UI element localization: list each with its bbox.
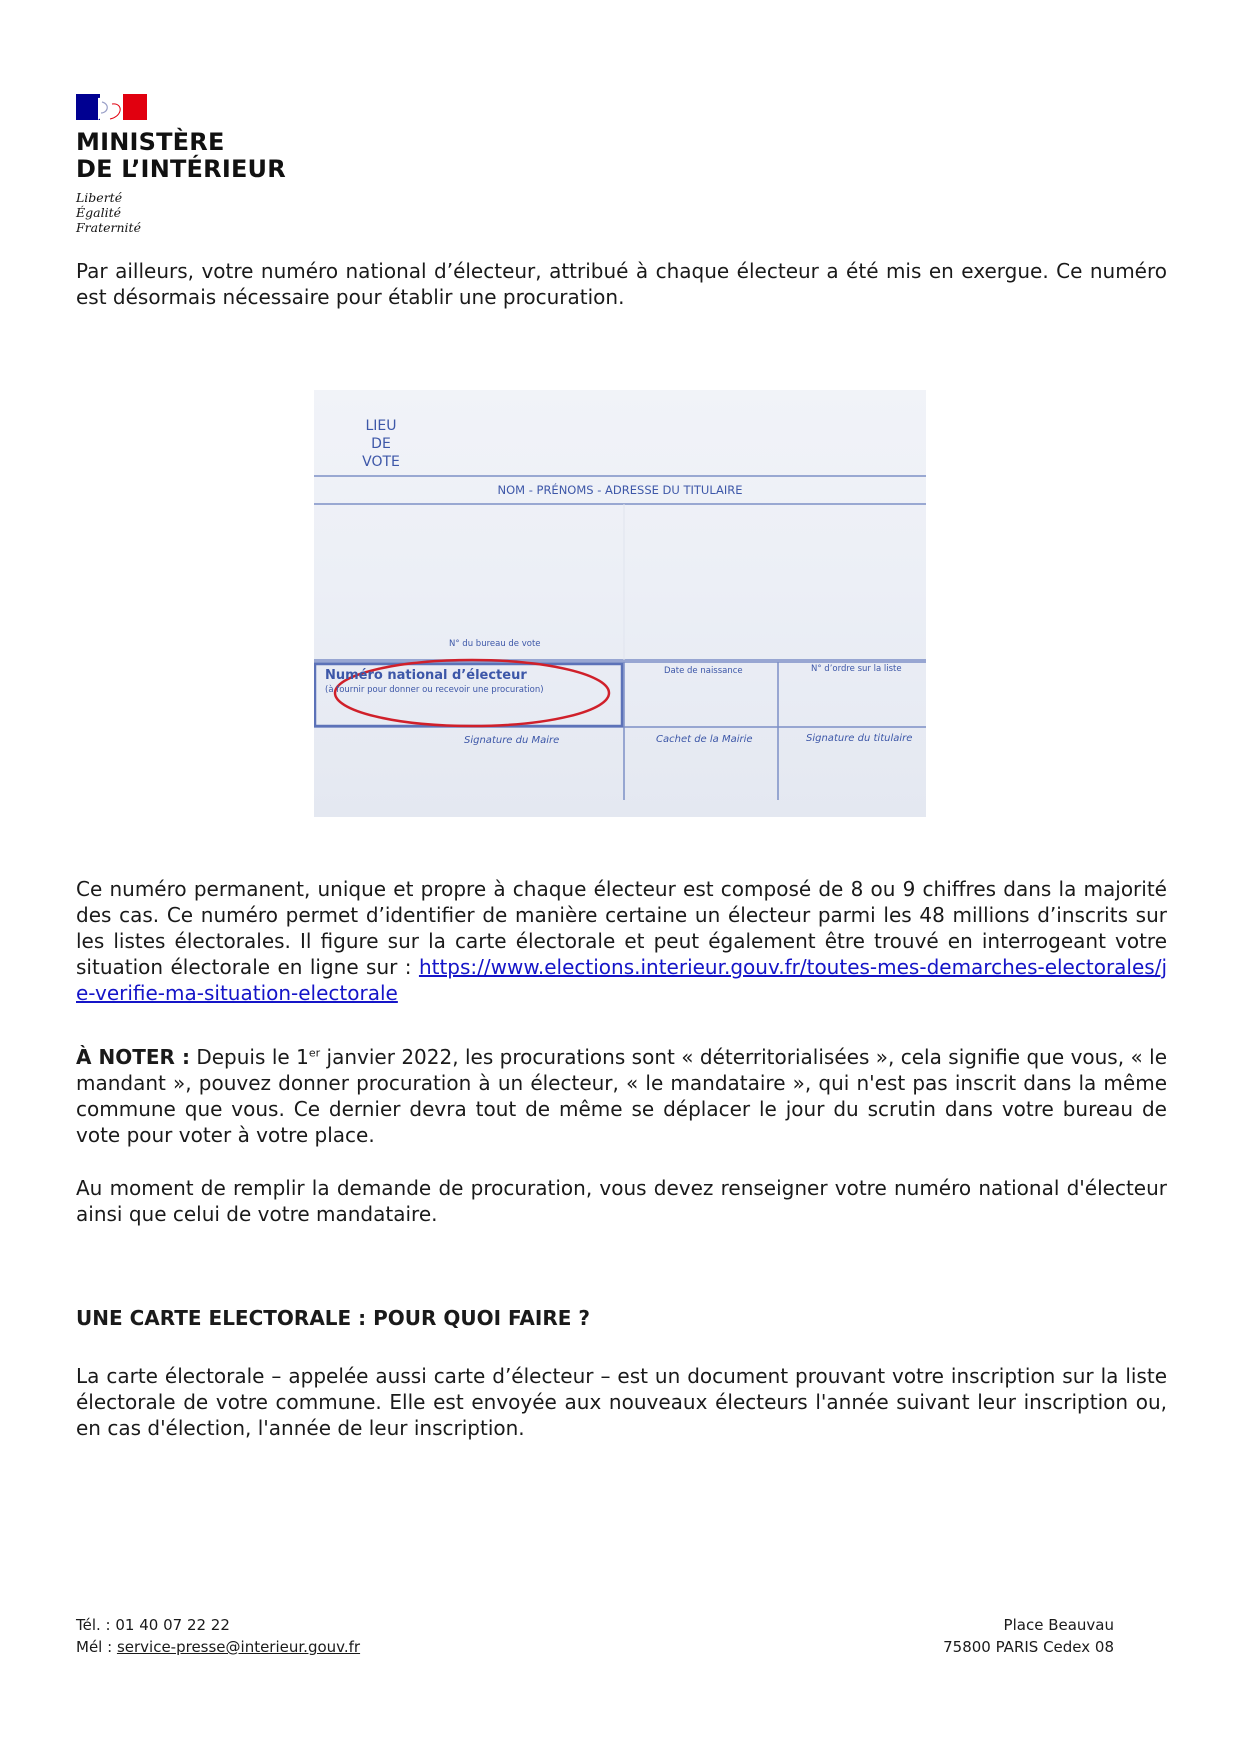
footer-tel-label: Tél. :	[76, 1616, 116, 1634]
footer-tel-number: 01 40 07 22 22	[115, 1616, 230, 1634]
card-numero-national-title: Numéro national d’électeur	[325, 668, 527, 683]
intro-paragraph: Par ailleurs, votre numéro national d’électeur, attribué à chaque électeur a été mis en exergue. Ce numéro est désormais nécessaire pour établir une procuration.	[76, 259, 1167, 309]
card-lieu-de-vote	[356, 417, 406, 471]
note-paragraph	[76, 1044, 1167, 1148]
card-lieu-line-1: LIEU	[365, 418, 397, 434]
situation-electorale-link[interactable]: https://www.elections.interieur.gouv.fr/toutes-mes-demarches-electorales/je-verifie-ma-situation-electorale	[76, 955, 1167, 1005]
note-label: À NOTER :	[76, 1045, 190, 1069]
section-heading: UNE CARTE ELECTORALE : POUR QUOI FAIRE ?	[76, 1306, 590, 1330]
voter-card-image	[314, 390, 926, 817]
republic-motto	[76, 190, 286, 235]
ministry-line-1: MINISTÈRE	[76, 128, 225, 156]
footer-tel	[76, 1614, 360, 1636]
card-date-de-naissance: Date de naissance	[664, 666, 743, 676]
marianne-flag-icon	[76, 94, 147, 120]
footer-mail-link[interactable]: service-presse@interieur.gouv.fr	[116, 1638, 361, 1656]
ministry-name	[76, 129, 286, 183]
footer-address-line-1: Place Beauvau	[1003, 1616, 1114, 1634]
footer-address-line-2: 75800 PARIS Cedex 08	[943, 1638, 1114, 1656]
motto-fraternite: Fraternité	[76, 220, 141, 235]
card-nom-prenoms: NOM - PRÉNOMS - ADRESSE DU TITULAIRE	[497, 483, 743, 497]
footer-address	[943, 1614, 1114, 1658]
motto-liberte: Liberté	[76, 190, 123, 205]
card-numero-national-subtitle: (à fournir pour donner ou recevoir une procuration)	[325, 685, 544, 695]
card-lieu-line-2: DE	[371, 436, 391, 452]
footer-mail-label: Mél :	[76, 1638, 117, 1656]
numero-explanation-text: Ce numéro permanent, unique et propre à chaque électeur est composé de 8 ou 9 chiffres dans la majorité des cas. Ce numéro permet d’identifier de manière certaine un électeur parmi les 48 millions d’inscrits sur les listes électorales. Il figure sur la carte électorale et peut également être trouvé en interrogeant votre situation électorale en ligne sur :	[76, 877, 1167, 979]
card-bureau-de-vote: N° du bureau de vote	[449, 639, 541, 649]
card-lieu-line-3: VOTE	[362, 454, 400, 470]
note-superscript: er	[308, 1046, 321, 1060]
ministry-line-2: DE L’INTÉRIEUR	[76, 155, 286, 183]
card-signature-titulaire: Signature du titulaire	[806, 733, 913, 744]
numero-explanation-paragraph	[76, 876, 1167, 1006]
motto-egalite: Égalité	[76, 205, 121, 220]
footer-mail	[76, 1636, 360, 1658]
note-text-end: janvier 2022, les procurations sont « déterritorialisées », cela signifie que vous, « le mandant », pouvez donner procuration à un électeur, « le mandataire », qui n'est pas inscrit dans la même commune que vous. Ce dernier devra tout de même se déplacer le jour du scrutin dans votre bureau de vote pour voter à votre place.	[76, 1045, 1167, 1147]
card-cachet-mairie: Cachet de la Mairie	[656, 734, 753, 745]
note-text-start: Depuis le 1	[189, 1045, 309, 1069]
procuration-paragraph: Au moment de remplir la demande de procuration, vous devez renseigner votre numéro national d'électeur ainsi que celui de votre mandataire.	[76, 1176, 1167, 1226]
carte-electorale-paragraph: La carte électorale – appelée aussi carte d’électeur – est un document prouvant votre inscription sur la liste électorale de votre commune. Elle est envoyée aux nouveaux électeurs l'année suivant leur inscription ou, en cas d'élection, l'année de leur inscription.	[76, 1364, 1167, 1440]
card-numero-ordre: N° d’ordre sur la liste	[811, 664, 902, 674]
card-signature-maire: Signature du Maire	[464, 735, 560, 746]
footer-contact	[76, 1614, 360, 1658]
ministry-logo	[76, 94, 286, 235]
